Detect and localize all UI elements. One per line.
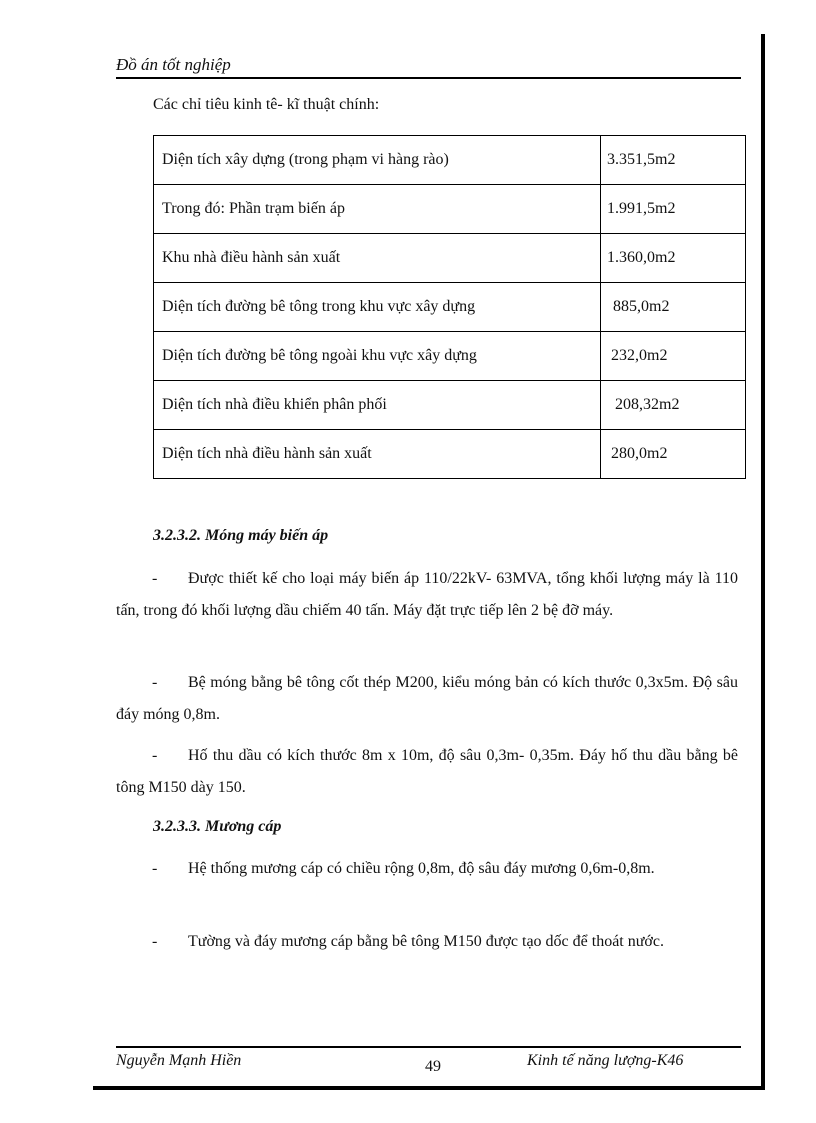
paragraph [116,926,738,958]
table-row [154,430,746,479]
section-title-transformer-foundation: 3.2.3.2. Móng máy biến áp [153,527,329,544]
row-label: Diện tích đường bê tông trong khu vực xây dựng [154,283,601,332]
row-value: 232,0m2 [601,332,746,381]
table-row [154,136,746,185]
row-value: 208,32m2 [601,381,746,430]
paragraph [116,563,738,627]
paragraph [116,853,738,885]
paragraph-text: Tường và đáy mương cáp bằng bê tông M150 được tạo dốc để thoát nước. [188,933,664,950]
row-label: Khu nhà điều hành sản xuất [154,234,601,283]
footer-author: Nguyễn Mạnh Hiền [116,1052,242,1069]
row-label: Diện tích nhà điều khiển phân phối [154,381,601,430]
paragraph-text: Được thiết kế cho loại máy biến áp 110/22kV- 63MVA, tổng khối lượng máy là 110 tấn, trong đó khối lượng dầu chiếm 40 tấn. Máy đặt trực tiếp lên 2 bệ đỡ máy. [116,570,738,619]
bullet-dash: - [152,860,158,877]
bullet-dash: - [152,747,158,764]
table-row [154,185,746,234]
paragraph-text: Hố thu dầu có kích thước 8m x 10m, độ sâu 0,3m- 0,35m. Đáy hố thu dầu bằng bê tông M150 dày 150. [116,747,738,796]
header-title: Đồ án tốt nghiệp [116,55,231,74]
bullet-dash: - [152,933,158,950]
row-label: Diện tích nhà điều hành sản xuất [154,430,601,479]
row-value: 1.991,5m2 [601,185,746,234]
footer-divider [116,1046,741,1048]
row-value: 280,0m2 [601,430,746,479]
table-row [154,332,746,381]
table-row [154,381,746,430]
intro-text: Các chỉ tiêu kinh tê- kĩ thuật chính: [153,96,380,113]
paragraph-text: Hệ thống mương cáp có chiều rộng 0,8m, độ sâu đáy mương 0,6m-0,8m. [188,860,655,877]
paragraph [116,740,738,804]
spec-table [153,135,746,479]
row-label: Diện tích xây dựng (trong phạm vi hàng rào) [154,136,601,185]
row-label: Diện tích đường bê tông ngoài khu vực xây dựng [154,332,601,381]
bullet-dash: - [152,674,158,691]
page-number: 49 [425,1058,441,1075]
paragraph-text: Bệ móng bằng bê tông cốt thép M200, kiểu móng bản có kích thước 0,3x5m. Độ sâu đáy móng 0,8m. [116,674,738,723]
paragraph [116,667,738,731]
header-divider [116,77,741,79]
section-title-cable-trench: 3.2.3.3. Mương cáp [153,818,282,835]
bullet-dash: - [152,570,158,587]
row-label: Trong đó: Phần trạm biến áp [154,185,601,234]
table-row [154,283,746,332]
row-value: 1.360,0m2 [601,234,746,283]
footer-course: Kinh tế năng lượng-K46 [527,1052,684,1069]
table-row [154,234,746,283]
row-value: 3.351,5m2 [601,136,746,185]
row-value: 885,0m2 [601,283,746,332]
